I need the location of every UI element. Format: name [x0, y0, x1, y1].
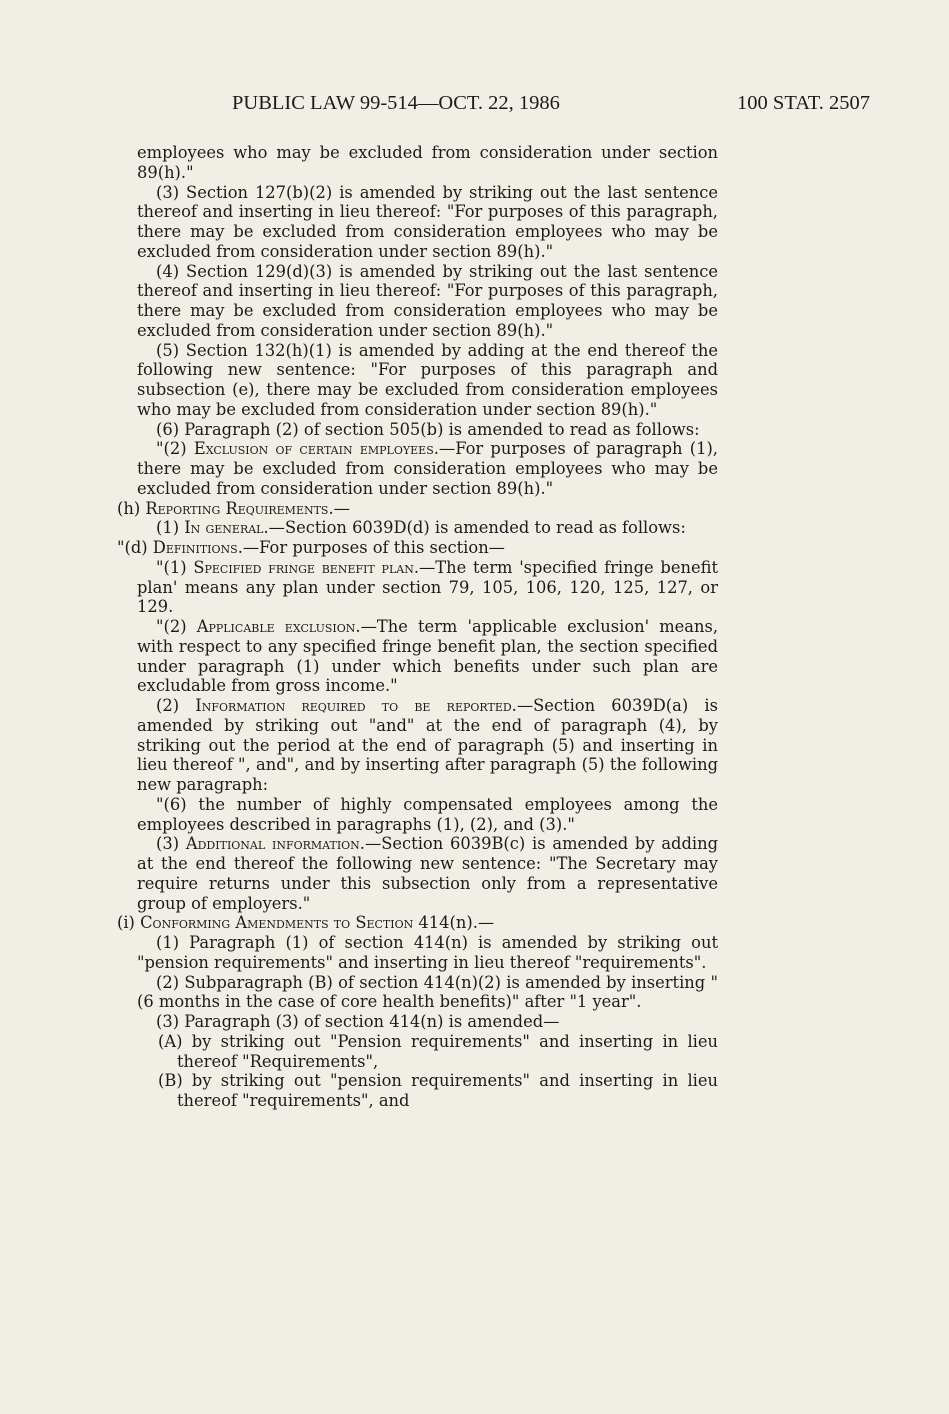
law-title: PUBLIC LAW 99-514—OCT. 22, 1986 — [232, 92, 560, 114]
paragraph: employees who may be excluded from consideration under section 89(h)." — [137, 143, 718, 182]
paragraph: (2) Information required to be reported.—Section 6039D(a) is amended by striking out "and" at the end of paragraph (4), by striking out the period at the end of paragraph (5) and inserting in lieu thereof ", and", and by inserting after paragraph (5) the following new paragraph: — [137, 696, 718, 794]
subsection-heading: Exclusion of certain employees. — [193, 439, 439, 459]
paragraph: (3) Additional information.—Section 6039B(c) is amended by adding at the end thereof the following new sentence: "The Secretary may require returns under this subsection only from a representative group of employers." — [137, 834, 718, 913]
subsection-heading: Definitions. — [152, 538, 243, 557]
paragraph: (6) Paragraph (2) of section 505(b) is amended to read as follows: — [156, 419, 700, 439]
paragraph: (3) Section 127(b)(2) is amended by striking out the last sentence thereof and inserting in lieu thereof: "For purposes of this paragraph, there may be excluded from consideration employees who may be excluded from consideration under section 89(h)." — [137, 182, 718, 261]
subsection-heading: Additional information. — [185, 834, 365, 854]
paragraph: "(6) the number of highly compensated employees among the employees described in paragraphs (1), (2), and (3)." — [137, 794, 718, 834]
paragraph: "(1) Specified fringe benefit plan.—The term 'specified fringe benefit plan' means any plan under section 79, 105, 106, 120, 125, 127, or 129. — [137, 557, 718, 617]
paragraph: (1) Paragraph (1) of section 414(n) is amended by striking out "pension requirements" and inserting in lieu thereof "requirements". — [137, 933, 718, 972]
subsection-heading: Information required to be reported. — [195, 696, 517, 715]
paragraph: (3) Paragraph (3) of section 414(n) is amended— — [156, 1012, 560, 1031]
section-heading-text: Reporting Requirements. — [145, 498, 334, 518]
paragraph: (5) Section 132(h)(1) is amended by adding at the end thereof the following new sentence: "For purposes of this paragraph and subsection (e), there may be excluded from consideration employees who may be excluded from consideration under section 89(h)." — [137, 340, 718, 419]
paragraph: (1) In general.—Section 6039D(d) is amended to read as follows: — [156, 518, 686, 538]
subsection-heading: In general. — [184, 518, 269, 538]
subsection-heading: Specified fringe benefit plan. — [193, 557, 420, 577]
paragraph: (4) Section 129(d)(3) is amended by striking out the last sentence thereof and inserting in lieu thereof: "For purposes of this paragraph, there may be excluded from consideration employees who may be excluded from consideration under section 89(h)." — [137, 261, 718, 340]
subsection-heading: Applicable exclusion. — [196, 617, 361, 636]
stat-page-number: 100 STAT. 2507 — [737, 92, 870, 114]
running-header — [136, 92, 870, 118]
section-heading: (i) Conforming Amendments to Section 414(n).— — [117, 913, 495, 933]
paragraph: "(2) Applicable exclusion.—The term 'applicable exclusion' means, with respect to any specified fringe benefit plan, the section specified under paragraph (1) under which benefits under such plan are excludable from gross income." — [137, 617, 718, 696]
paragraph: (B) by striking out "pension requirements" and inserting in lieu thereof "requirements", and — [158, 1071, 718, 1110]
body-text — [117, 143, 718, 1111]
paragraph: "(d) Definitions.—For purposes of this section— — [117, 538, 505, 557]
section-heading-text: Conforming Amendments to Section — [140, 913, 414, 933]
paragraph: (A) by striking out "Pension requirements" and inserting in lieu thereof "Requirements", — [158, 1031, 718, 1071]
section-heading: (h) Reporting Requirements.— — [117, 498, 350, 518]
paragraph: (2) Subparagraph (B) of section 414(n)(2) is amended by inserting "(6 months in the case of core health benefits)" after "1 year". — [137, 972, 718, 1012]
paragraph: "(2) Exclusion of certain employees.—For purposes of paragraph (1), there may be excluded from consideration employees who may be excluded from consideration under section 89(h)." — [137, 439, 718, 498]
